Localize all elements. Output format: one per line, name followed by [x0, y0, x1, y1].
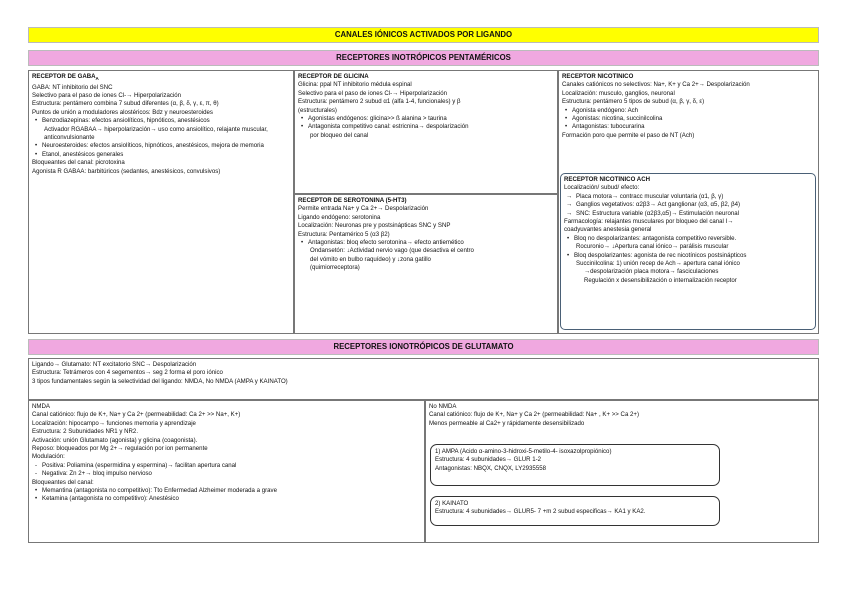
gaba-bullet: • Etanol, anestésicos generales: [32, 151, 290, 159]
nicotinico-ach-line: Farmacología: relajantes musculares por bloqueo del canal I→: [564, 218, 734, 226]
kainato-box: [430, 496, 720, 526]
gaba-bullet-cont: Activador RGABAA→ hiperpolarización→ uso como ansiolítico, relajante muscular, anticonvulsionante: [44, 125, 268, 142]
section-title-pentamericos: RECEPTORES INOTRÓPICOS PENTAMÉRICOS: [28, 50, 819, 66]
section-title-glutamato: RECEPTORES IONOTRÓPICOS DE GLUTAMATO: [28, 339, 819, 355]
gaba-line: Bloqueantes del canal: picrotoxina: [32, 159, 125, 167]
ampa-line: 1) AMPA (Ácido α-amino-3-hidroxi-5-metilo-4- isoxazolpropiónico): [435, 448, 612, 455]
nicotinico-bullet: • Antagonistas: tubocurarina: [562, 123, 815, 131]
serotonina-receptor-panel: [294, 194, 558, 334]
nicotinico-ach-bullet-cont: →despolarización placa motora→ fasciculaciones: [584, 268, 719, 276]
nicotinico-line: Formación poro que permite el paso de NT (Ach): [562, 131, 695, 139]
nicotinico-ach-panel: [560, 173, 816, 330]
glutamato-general-panel: [28, 358, 819, 400]
gaba-line: Selectivo para el paso de iones Cl-→ Hiperpolarización: [32, 92, 182, 100]
serotonina-bullet-cont: (quimiorreceptora): [310, 264, 360, 272]
nmda-line: Localización: hipocampo→ funciones memoria y aprendizaje: [32, 419, 196, 427]
kainato-line: 2) KAINATO: [435, 500, 469, 507]
ampa-line: Estructura: 4 subunidades→ GLUR 1-2: [435, 456, 542, 464]
nmda-bullet: • Memantina (antagonista no competitivo): Tto Enfermedad Alzheimer moderada a grave: [32, 487, 421, 495]
gaba-line: GABA: NT inhibitorio del SNC: [32, 83, 113, 91]
gaba-bullet: • Neuroesteroides: efectos ansiolíticos, hipnóticos, anestésicos, mejora de memoria: [32, 142, 290, 150]
nicotinico-ach-line: Localización/ subud/ efecto:: [564, 184, 640, 192]
ampa-box: [430, 444, 720, 486]
glicina-bullet-cont: por bloqueo del canal: [310, 131, 369, 139]
nmda-line: Canal catiónico: flujo de K+, Na+ y Ca 2+ (permeabilidad: Ca 2+ >> Na+, K+): [32, 411, 241, 419]
nicotinico-ach-bullet-cont: Succinilcolina: 1) unión recep de Ach→ apertura canal iónico: [576, 260, 740, 268]
nicotinico-ach-bullet-cont: Regulación x desensibilización o internalización receptor: [584, 276, 737, 284]
serotonina-bullet: • Antagonistas: bloq efecto serotonina→ efecto antiemético: [298, 239, 554, 247]
nmda-line: Estructura: 2 Subunidades NR1 y NR2.: [32, 428, 139, 436]
nmda-bullet: • Ketamina (antagonista no competitivo): Anestésico: [32, 495, 421, 503]
gaba-title: RECEPTOR DE $GABA_A$: [32, 73, 99, 82]
glicina-line: Selectivo para el paso de iones Cl-→ Hiperpolarización: [298, 89, 448, 97]
nmda-line: Bloqueantes del canal:: [32, 478, 94, 486]
nicotinico-ach-bullet: • Bloq no despolarizantes: antagonista competitivo reversible.: [564, 235, 812, 243]
nmda-title: NMDA: [32, 403, 50, 410]
nmda-panel: [28, 400, 425, 543]
nicotinico-bullet: • Agonistas: nicotina, succinilcolina: [562, 115, 815, 123]
no-nmda-line: Menos permeable al Ca2+ y rápidamente desensibilizado: [429, 419, 585, 427]
glicina-bullet: • Agonistas endógenos: glicina>> ß alanina > taurina: [298, 115, 554, 123]
gaba-line: Estructura: pentámero combina 7 subud diferentes (α, β, δ, γ, ε, π, θ): [32, 100, 219, 108]
nicotinico-ach-arrow-item: → SNC: Estructura variable (α2β3,α5)→ Estimulación neuronal: [564, 210, 812, 218]
no-nmda-line: Canal catiónico: flujo de K+, Na+ y Ca 2+ (permeabilidad: Na+ , K+ >> Ca 2+): [429, 411, 640, 419]
serotonina-line: Estructura: Pentamérico 5 (α3 β2): [298, 230, 390, 238]
gaba-receptor-panel: [28, 70, 294, 334]
nicotinico-ach-bullet: • Bloq despolarizantes: agonista de rec nicotínicos postsinápticos: [564, 252, 812, 260]
glutamato-line: Ligando→ Glutamato: NT excitatorio SNC→ Despolarización: [32, 361, 197, 368]
serotonina-title: RECEPTOR DE SEROTONINA (5-HT3): [298, 197, 407, 204]
nmda-dash-item: - Positiva: Poliamina (espermidina y espermina)→ facilitan apertura canal: [32, 462, 421, 470]
gaba-line: Agonista R GABAA: barbitúricos (sedantes, anestésicos, convulsivos): [32, 167, 221, 175]
nicotinico-ach-title: RECEPTOR NICOTÍNICO ACH: [564, 176, 650, 183]
nmda-line: Reposo: bloqueados por Mg 2+→ regulación por ion permanente: [32, 445, 208, 453]
nicotinico-ach-arrow-item: → Ganglios vegetativos: α2β3→ Act ganglionar (α3, α5, β2, β4): [564, 201, 812, 209]
glicina-title: RECEPTOR DE GLICINA: [298, 73, 369, 80]
nicotinico-ach-line: coadyuvantes anestesia general: [564, 226, 652, 234]
serotonina-line: Permite entrada Na+ y Ca 2+→ Despolarización: [298, 205, 429, 213]
ampa-line: Antagonistas: NBQX, CNQX, LY2935558: [435, 464, 546, 472]
nmda-line: Activación: unión Glutamato (agonista) y glicina (coagonista).: [32, 436, 198, 444]
glicina-receptor-panel: [294, 70, 558, 194]
nicotinico-line: Canales catiónicos no selectivos: Na+, K+ y Ca 2+→ Despolarización: [562, 81, 750, 89]
main-title: CANALES IÓNICOS ACTIVADOS POR LIGANDO: [28, 27, 819, 43]
glicina-line: Estructura: pentámero 2 subud α1 (alfa 1-4, funcionales) y β: [298, 98, 461, 106]
serotonina-line: Localización: Neuronas pre y postsinápticas SNC y SNP: [298, 222, 451, 230]
gaba-bullet: • Benzodiazepinas: efectos ansiolíticos, hipnóticos, anestésicos: [32, 117, 290, 125]
serotonina-bullet-cont: Ondansetón: ↓Actividad nervio vago (que desactiva el centro: [310, 247, 474, 255]
nmda-dash-item: - Negativa: Zn 2+→ bloq impulso nervioso: [32, 470, 421, 478]
nicotinico-title: RECEPTOR NICOTÍNICO: [562, 73, 634, 80]
nicotinico-bullet: • Agonista endógeno: Ach: [562, 107, 815, 115]
no-nmda-title: No NMDA: [429, 403, 457, 410]
glicina-line: Glicina: ppal NT inhibitorio médula espinal: [298, 81, 412, 89]
nicotinico-ach-arrow-item: → Placa motora→ contracc muscular voluntaria (α1, β, γ): [564, 193, 812, 201]
nicotinico-line: Localización: musculo, ganglios, neuronal: [562, 89, 675, 97]
nicotinico-ach-bullet-cont: Rocuronio→ ↓Apertura canal iónico→ parálisis muscular: [576, 243, 729, 251]
glutamato-line: 3 tipos fundamentales según la selectividad del ligando: NMDA, No NMDA (AMPA y KAINATO): [32, 377, 288, 385]
serotonina-bullet-cont: del vómito en bulbo raquídeo) y ↓zona gatillo: [310, 255, 431, 263]
gaba-line: Puntos de unión a moduladores alostéricos: Bdz y neuroesteroides: [32, 108, 213, 116]
nmda-line: Modulación:: [32, 453, 65, 461]
kainato-line: Estructura: 4 subunidades→ GLUR5- 7 +m 2 subud especificas→ KA1 y KA2.: [435, 508, 646, 516]
glicina-line: (estructurales): [298, 106, 337, 114]
nicotinico-line: Estructura: pentámero 5 tipos de subud (α, β, γ, δ, ε): [562, 98, 705, 106]
glutamato-line: Estructura: Tetrámeros con 4 segementos→ seg 2 forma el poro iónico: [32, 369, 223, 377]
serotonina-line: Ligando endógeno: serotonina: [298, 213, 381, 221]
glicina-bullet: • Antagonista competitivo canal: estricnina→ despolarización: [298, 123, 554, 131]
